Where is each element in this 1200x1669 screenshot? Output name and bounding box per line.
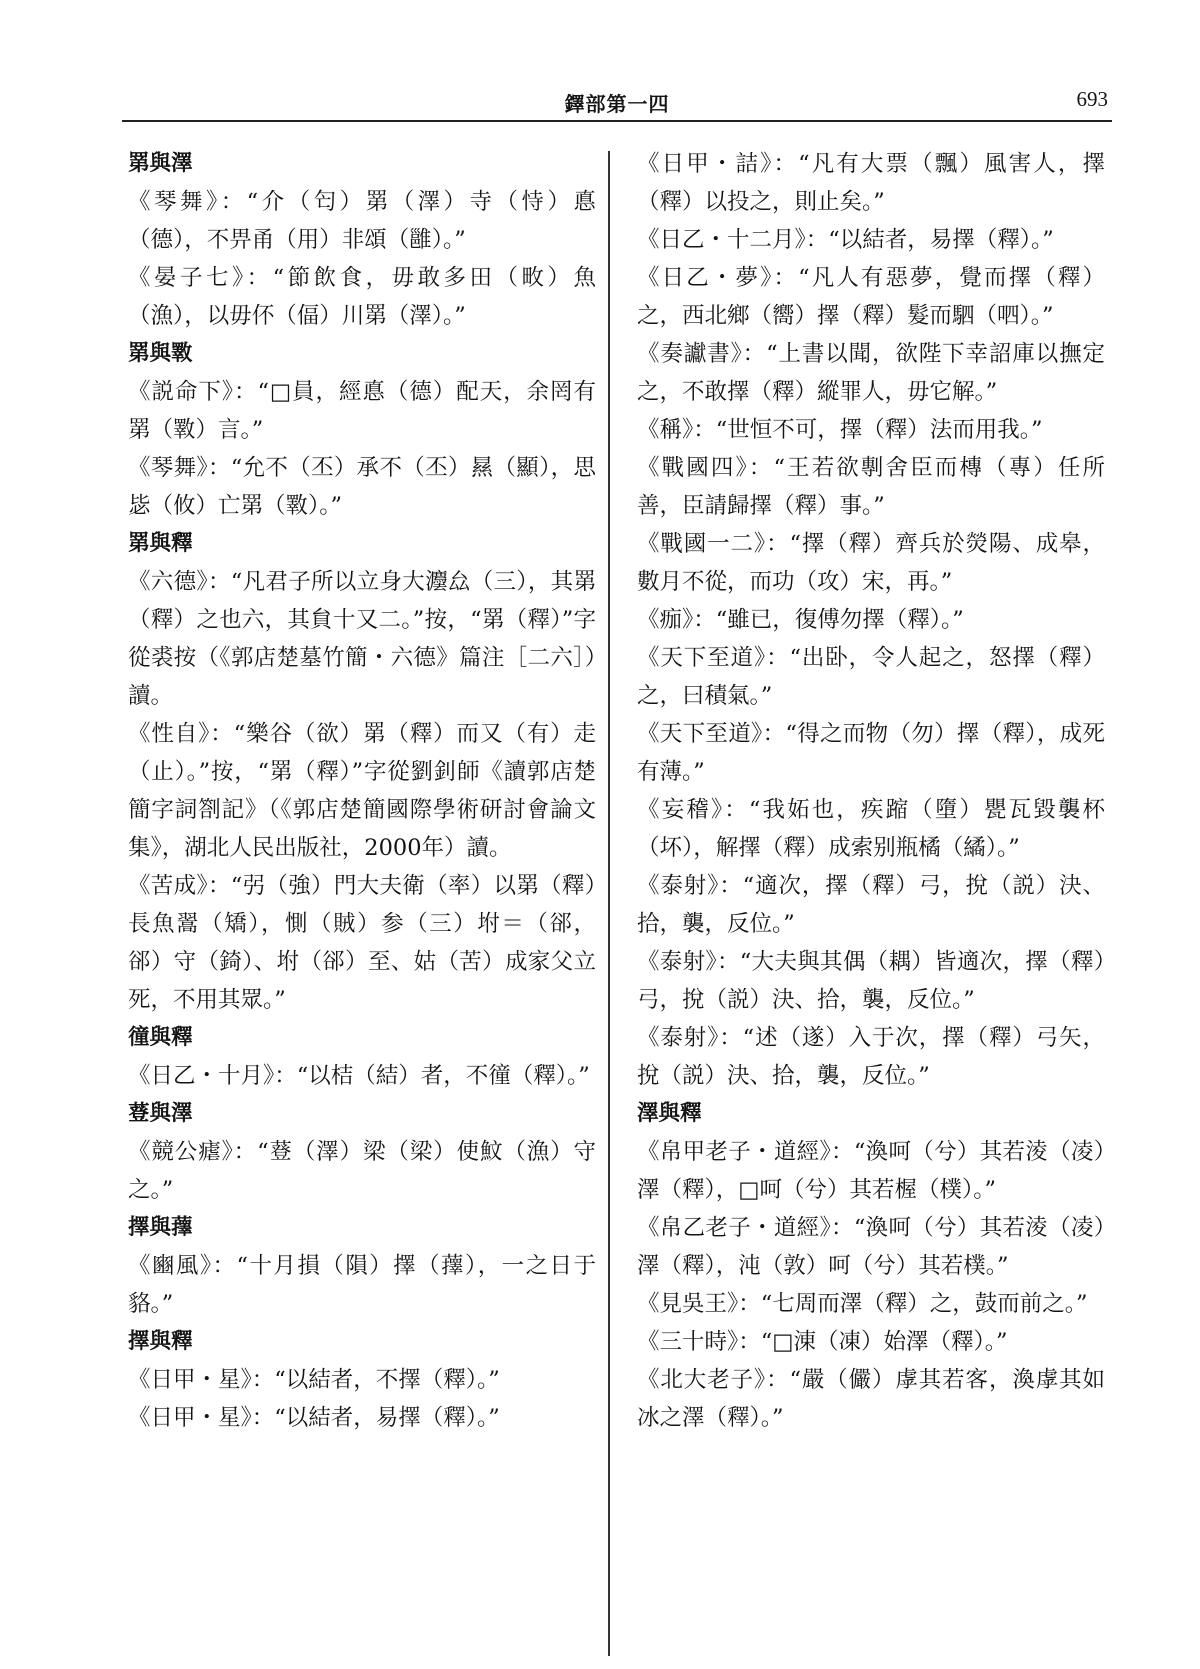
section-heading: 罤與斁 — [128, 341, 193, 366]
citation-entry: 《妄稽》：“我妬也，疾蹜（墮）甖瓦毀襲杯（坏），解擇（釋）成索别瓶橘（繘）。” — [637, 797, 1105, 861]
header-rule — [122, 120, 1112, 122]
citation-entry: 《日甲・星》：“以結者，不擇（釋）。” — [128, 1367, 500, 1393]
section-heading: 徸與釋 — [128, 1025, 193, 1050]
citation-entry: 《泰射》：“述（遂）入于次，擇（釋）弓矢，挩（説）決、拾，襲，反位。” — [637, 1025, 1105, 1089]
citation-entry: 《痂》：“雖已，復傅勿擇（釋）。” — [637, 607, 964, 633]
citation-entry: 《説命下》：“□員，經悳（德）配天，余罔有罤（斁）言。” — [128, 379, 596, 443]
citation-entry: 《日乙・十二月》：“以結者，易擇（釋）。” — [637, 227, 1054, 253]
citation-entry: 《琴舞》：“允不（丕）承不（丕）㬎（顯），思毖（攸）亡罤（斁）。” — [128, 455, 596, 519]
citation-entry: 《苦成》：“弜（強）門大夫衛（率）以罤（釋）長魚翯（矯），惻（賊）参（三）坿＝（郤，郤）守（錡）、坿（郤）至、姑（苦）成家父立死，不用其眾。” — [128, 873, 596, 1013]
section-heading: 罤與釋 — [128, 531, 193, 556]
citation-entry: 《戰國四》：“王若欲剸舍臣而槫（專）任所善，臣請歸擇（釋）事。” — [637, 455, 1105, 519]
citation-entry: 《天下至道》：“得之而物（勿）擇（釋），成死有薄。” — [637, 721, 1105, 785]
citation-entry: 《日甲・星》：“以結者，易擇（釋）。” — [128, 1405, 500, 1431]
citation-entry: 《競公瘧》：“䔲（澤）梁（梁）使魰（漁）守之。” — [128, 1139, 596, 1203]
column-divider — [608, 151, 610, 1656]
section-heading: 擇與釋 — [128, 1329, 193, 1354]
citation-entry: 《豳風》：“十月損（隕）擇（蘀），一之日于貉。” — [128, 1253, 596, 1317]
running-header — [122, 84, 1112, 122]
citation-entry: 《日乙・十月》：“以桔（結）者，不徸（釋）。” — [128, 1063, 590, 1089]
section-heading: 澤與釋 — [637, 1101, 702, 1126]
citation-entry: 《見吳王》：“七周而澤（釋）之，鼓而前之。” — [637, 1291, 1088, 1317]
citation-entry: 《奏讞書》：“上書以聞，欲陛下幸詔庫以撫定之，不敢擇（釋）縱罪人，毋它解。” — [637, 341, 1105, 405]
page-number: 693 — [1076, 87, 1108, 111]
citation-entry: 《日乙・夢》：“凡人有惡夢，覺而擇（釋）之，西北鄉（嚮）擇（釋）髮而駟（呬）。” — [637, 265, 1105, 329]
citation-entry: 《琴舞》：“介（匄）罤（澤）寺（恃）悳（德），不畀甬（用）非頌（雝）。” — [128, 189, 596, 253]
section-title: 鐸部第一四 — [564, 92, 670, 116]
citation-entry: 《帛甲老子・道經》：“渙呵（兮）其若淩（凌）澤（釋），□呵（兮）其若楃（樸）。” — [637, 1139, 1105, 1203]
citation-entry: 《晏子七》：“節飲食，毋敢多田（畋）魚（漁），以毋伓（偪）川罤（澤）。” — [128, 265, 596, 329]
citation-entry: 《六德》：“凡君子所以立身大灋厽（三），其罤（釋）之也六，其貟十又二。”按，“罤（釋）”字從裘按（《郭店楚墓竹簡・六德》篇注［二六］）讀。 — [128, 569, 596, 709]
citation-entry: 《北大老子》：“嚴（儼）虖其若客，渙虖其如冰之澤（釋）。” — [637, 1367, 1105, 1431]
citation-entry: 《性自》：“樂谷（欲）罤（釋）而又（有）走（止）。”按，“罤（釋）”字從劉釗師《讀郭店楚簡字詞劄記》（《郭店楚簡國際學術研討會論文集》，湖北人民出版社，2000年）讀。 — [128, 721, 596, 861]
citation-entry: 《帛乙老子・道經》：“渙呵（兮）其若淩（凌）澤（釋），沌（敦）呵（兮）其若樸。” — [637, 1215, 1105, 1279]
right-column — [637, 145, 1105, 1437]
citation-entry: 《天下至道》：“出卧，令人起之，怒擇（釋）之，曰積氣。” — [637, 645, 1105, 709]
citation-entry: 《三十時》：“□涷（凍）始澤（釋）。” — [637, 1329, 1008, 1355]
citation-entry: 《泰射》：“適次，擇（釋）弓，挩（説）決、拾，襲，反位。” — [637, 873, 1105, 937]
citation-entry: 《日甲・詰》：“凡有大票（飄）風害人，擇（釋）以投之，則止矣。” — [637, 151, 1105, 215]
left-column — [128, 145, 596, 1437]
citation-entry: 《泰射》：“大夫與其偶（耦）皆適次，擇（釋）弓，挩（説）決、拾，襲，反位。” — [637, 949, 1105, 1013]
section-heading: 罤與澤 — [128, 151, 193, 176]
section-heading: 䔲與澤 — [128, 1101, 193, 1126]
section-heading: 擇與蘀 — [128, 1215, 193, 1240]
citation-entry: 《稱》：“世恒不可，擇（釋）法而用我。” — [637, 417, 1043, 443]
citation-entry: 《戰國一二》：“擇（釋）齊兵於熒陽、成皋，數月不從，而功（攻）宋，再。” — [637, 531, 1105, 595]
